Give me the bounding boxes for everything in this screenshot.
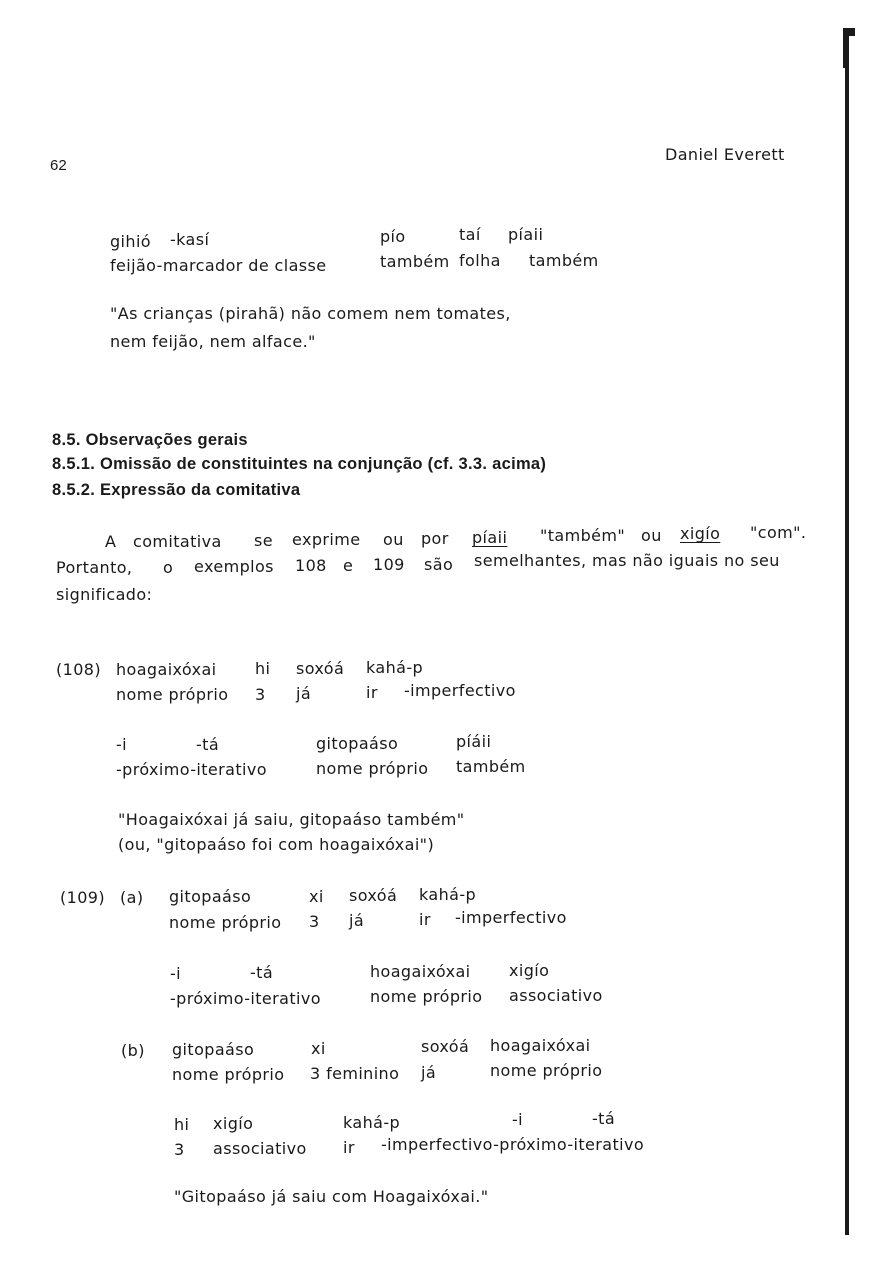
gloss-translation: já [349,911,365,930]
gloss-translation: nome próprio [370,987,483,1006]
gloss-word: soxóá [421,1037,470,1056]
gloss-translation: -imperfectivo [455,908,567,927]
binding-edge-cap-side [843,28,848,68]
gloss-translation: 3 [309,912,320,931]
gloss-word: xi [309,887,324,906]
gloss-word: kahá-p [343,1113,401,1132]
gloss-translation: -imperfectivo [404,681,516,700]
gloss-word: gitopaáso [169,887,252,906]
gloss-translation: já [421,1063,437,1082]
gloss-word: hoagaixóxai [116,660,217,679]
gloss-word: -tá [196,735,220,754]
gloss-translation: nome próprio [172,1065,285,1084]
gloss-word: soxóá [296,659,345,678]
word: 109 [373,555,405,574]
binding-edge-bar [845,35,849,1235]
gloss-translation: já [296,684,312,703]
free-translation: "As crianças (pirahã) não comem nem tomates, [110,304,511,323]
subexample-label: (a) [120,888,144,907]
subsection-heading: 8.5.2. Expressão da comitativa [52,481,301,499]
gloss-word: -i [116,735,128,754]
gloss-word: -kasí [170,230,210,249]
subexample-label: (b) [121,1041,145,1060]
gloss-word: -i [170,964,182,983]
gloss-translation: também [529,251,599,270]
word: exprime [292,530,361,549]
word: ou [383,530,404,549]
word: exemplos [194,557,274,576]
gloss-word: hi [174,1115,190,1134]
gloss-word: gihió [110,232,151,251]
free-translation: "Gitopaáso já saiu com Hoagaixóxai." [174,1187,489,1206]
gloss-word: hoagaixóxai [370,962,471,981]
gloss-translation: também [380,252,450,271]
gloss-word: kahá-p [419,885,477,904]
gloss-word: píáii [456,732,492,751]
gloss-word: gitopaáso [172,1040,255,1059]
word: se [254,531,273,550]
gloss-word: gitopaáso [316,734,399,753]
gloss-translation: -próximo-iterativo [116,760,267,779]
word: significado: [56,585,153,604]
gloss-translation: 3 feminino [310,1064,400,1083]
example-number: (109) [60,888,106,907]
gloss-word: hoagaixóxai [490,1036,591,1055]
gloss-translation: -próximo-iterativo [170,989,321,1008]
gloss-translation: nome próprio [490,1061,603,1080]
gloss-word: -i [512,1110,524,1129]
running-head-author: Daniel Everett [665,145,785,164]
free-translation: nem feijão, nem alface." [110,332,316,351]
word: por [421,529,449,548]
gloss-translation: associativo [509,986,603,1005]
gloss-word: -tá [592,1109,616,1128]
word-underlined: xigío [680,524,721,543]
free-translation: "Hoagaixóxai já saiu, gitopaáso também" [118,810,465,829]
gloss-translation: -imperfectivo-próximo-iterativo [381,1135,645,1154]
gloss-translation: associativo [213,1139,307,1158]
gloss-word: kahá-p [366,658,424,677]
gloss-translation: feijão-marcador de classe [110,256,327,275]
gloss-translation: nome próprio [116,685,229,704]
word: ou [641,526,662,545]
gloss-translation: 3 [174,1140,185,1159]
subsection-heading: 8.5.1. Omissão de constituintes na conjunção (cf. 3.3. acima) [52,455,547,473]
gloss-translation: folha [459,251,501,270]
gloss-translation: ir [366,683,378,702]
word-underlined: píaii [472,528,508,547]
word: são [424,555,454,574]
gloss-translation: 3 [255,685,266,704]
gloss-translation: nome próprio [316,759,429,778]
free-translation: (ou, "gitopaáso foi com hoagaixóxai") [118,835,435,854]
gloss-translation: ir [343,1138,355,1157]
gloss-translation: ir [419,910,431,929]
word: comitativa [133,532,222,551]
word: "também" [540,526,626,545]
word: "com". [750,523,807,542]
gloss-word: píaii [508,225,544,244]
word: semelhantes, mas não iguais no seu [474,551,780,570]
gloss-word: xigío [213,1114,254,1133]
gloss-word: xigío [509,961,550,980]
gloss-word: hi [255,659,271,678]
word: Portanto, [56,558,133,577]
word: o [163,558,174,577]
section-heading: 8.5. Observações gerais [52,431,248,449]
word: 108 [295,556,327,575]
gloss-word: -tá [250,963,274,982]
gloss-translation: também [456,757,526,776]
page-number: 62 [50,157,67,174]
gloss-word: xi [311,1039,326,1058]
gloss-word: soxóá [349,886,398,905]
example-number: (108) [56,660,102,679]
gloss-word: taí [459,225,481,244]
word: e [343,556,354,575]
gloss-word: pío [380,227,406,246]
gloss-translation: nome próprio [169,913,282,932]
word: A [105,532,117,551]
